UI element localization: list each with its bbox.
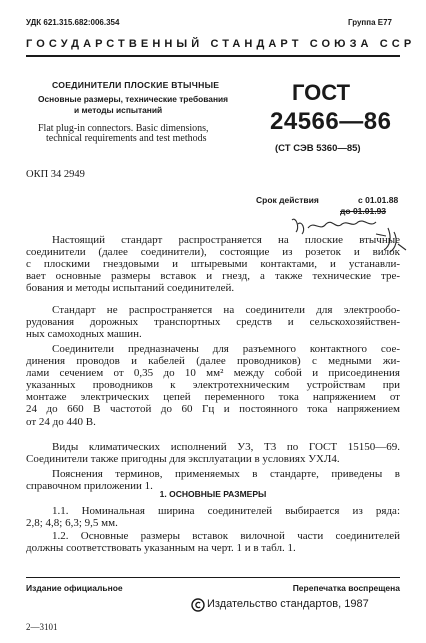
group-code: Группа Е77 <box>347 18 392 27</box>
copyright-icon <box>191 598 205 612</box>
text-line: лами сечением от 0,35 до 10 мм² между собой и присоединения <box>26 367 400 380</box>
section-heading: 1. ОСНОВНЫЕ РАЗМЕРЫ <box>159 489 267 499</box>
text-line: монтаже электрических цепей переменного тока напряжением от <box>26 391 400 404</box>
print-code: 2—3101 <box>26 622 58 632</box>
edition-label: Издание официальное <box>26 583 123 593</box>
gost-number: 24566—86 <box>270 108 392 135</box>
text-line: 1.1. Номинальная ширина соединителей выбирается из ряда: <box>52 505 400 517</box>
text-line: рудования дорожных транспортных средств и сельскохозяйствен- <box>26 316 400 329</box>
text-line: должны соответствовать указанным на черт. 1 и в табл. 1. <box>26 542 296 555</box>
header-rule <box>26 55 400 57</box>
text-line: соединители (далее соединители), состоящие из розеток и вилок <box>26 246 400 259</box>
text-line: Стандарт не распространяется на соединители для электрообо- <box>52 304 400 316</box>
validity-label: Срок действия <box>256 195 319 205</box>
publisher: Издательство стандартов, 1987 <box>207 598 369 610</box>
text-line: бования и методы испытаний соединителей. <box>26 282 235 295</box>
text-line: 1.2. Основные размеры вставок вилочной части соединителей <box>52 530 400 542</box>
title-ru: СОЕДИНИТЕЛИ ПЛОСКИЕ ВТЫЧНЫЕ <box>52 80 220 90</box>
paragraph-scope <box>26 234 400 294</box>
paragraph-climate <box>26 441 400 465</box>
validity-from: с 01.01.88 <box>358 195 399 205</box>
title-en-line-2: technical requirements and test methods <box>46 133 207 144</box>
text-line: Настоящий стандарт распространяется на плоские втычные <box>52 234 400 246</box>
subtitle-ru-line-2: и методы испытаний <box>74 105 163 115</box>
text-line: от 24 до 440 В. <box>26 415 96 428</box>
text-line: с плоскими гнездовыми и штыревыми контактами, и устанавли- <box>26 258 400 271</box>
state-standard-banner: ГОСУДАРСТВЕННЫЙ СТАНДАРТ СОЮЗА ССР <box>26 38 416 50</box>
okp-code: ОКП 34 2949 <box>26 169 85 180</box>
text-line: 2,8; 4,8; 6,3; 9,5 мм. <box>26 517 118 530</box>
text-line: Виды климатических исполнений У3, Т3 по ГОСТ 15150—69. <box>52 441 400 453</box>
title-en-line-1: Flat plug-in connectors. Basic dimensions, <box>38 123 209 134</box>
text-line: справочном приложении 1. <box>26 480 153 493</box>
text-line: указанных проводников к электротехническим устройствам при <box>26 379 400 392</box>
footer-rule <box>26 577 400 578</box>
text-line: 24 до 660 В частотой до 60 Гц и постоянного тока напряжением <box>26 403 400 416</box>
text-line: динения проводов и кабелей (далее проводников) с медными жи- <box>26 355 400 368</box>
paragraph-exclusions <box>26 304 400 340</box>
subtitle-ru-line-1: Основные размеры, технические требования <box>38 94 229 104</box>
text-line: ных самоходных машин. <box>26 328 142 341</box>
clause-1-2 <box>26 530 400 554</box>
udk-code: УДК 621.315.682:006.354 <box>26 18 120 27</box>
text-line: Пояснения терминов, применяемых в стандарте, приведены в <box>52 468 400 480</box>
text-line: вает основные размеры вставок и гнезд, а также технические тре- <box>26 270 400 283</box>
clause-1-1 <box>26 505 400 529</box>
st-sev-reference: (СТ СЭВ 5360—85) <box>275 143 361 154</box>
gost-label: ГОСТ <box>292 80 351 105</box>
text-line: Соединители также пригодны для эксплуатации в условиях УХЛ4. <box>26 453 340 466</box>
text-line: Соединители предназначены для разъемного контактного сое- <box>52 343 400 355</box>
reprint-notice: Перепечатка воспрещена <box>292 583 400 593</box>
validity-to: до 01.01.93 <box>340 206 387 216</box>
paragraph-purpose <box>26 343 400 428</box>
